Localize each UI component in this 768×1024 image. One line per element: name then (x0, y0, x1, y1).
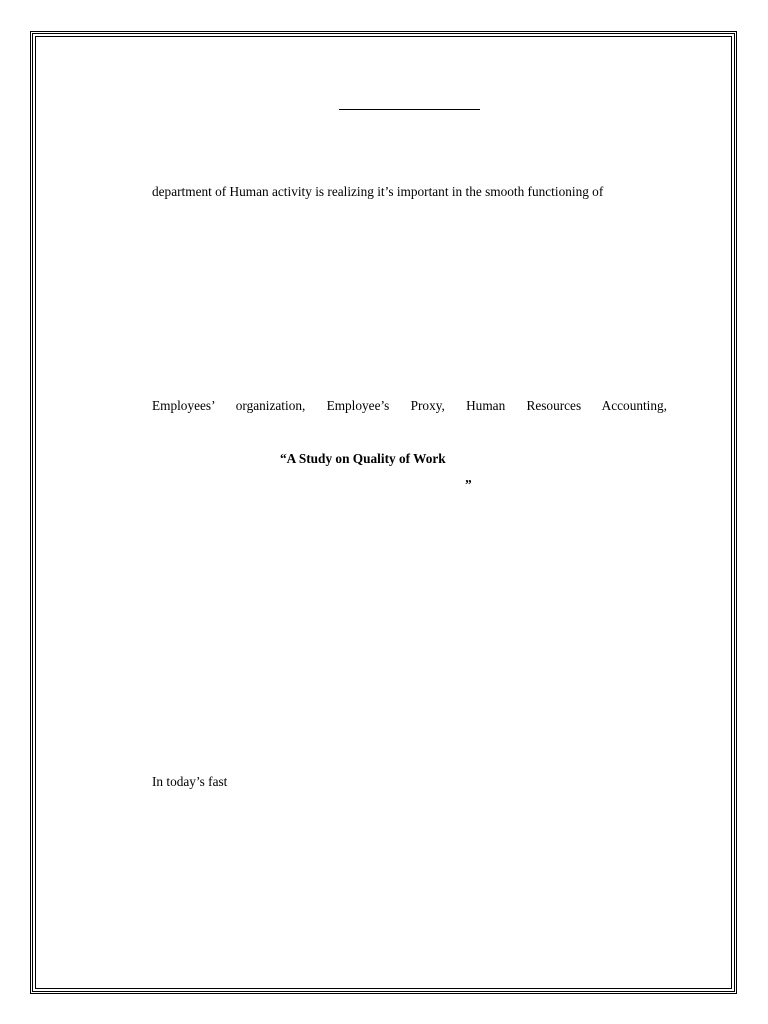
body-text-line-1: department of Human activity is realizing it’s important in the smooth functioning of (152, 184, 604, 199)
body-text-line-2: Employees’ organization, Employee’s Proxy, Human Resources Accounting, (152, 398, 667, 413)
heading-underline (339, 109, 480, 110)
body-text-line-3: In today’s fast (152, 774, 228, 789)
study-title: “A Study on Quality of Work (280, 451, 446, 466)
study-title-close-quote: ” (465, 477, 472, 492)
page-border-inner (35, 36, 732, 989)
